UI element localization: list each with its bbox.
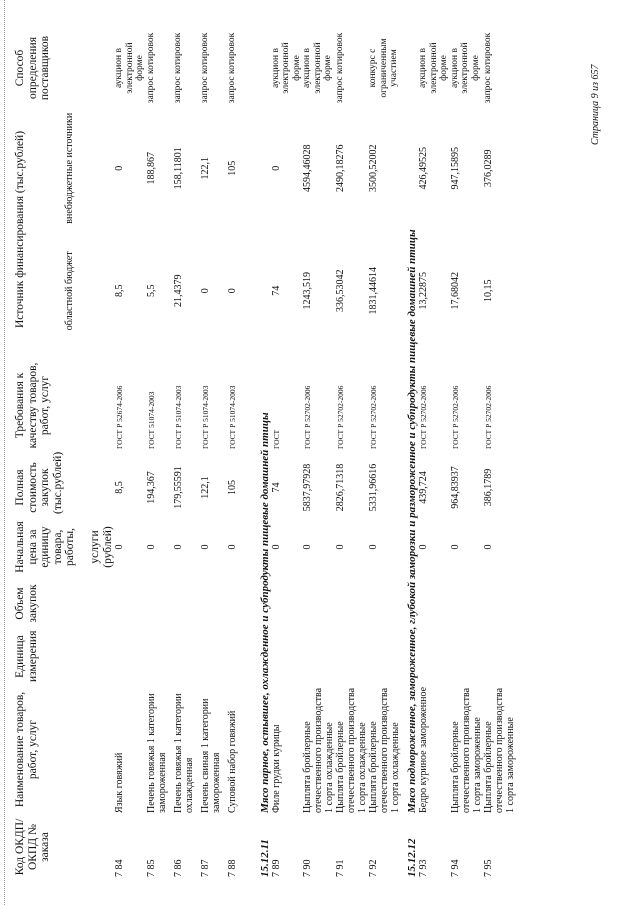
table-row: [418, 29, 450, 879]
row-unit: [450, 629, 483, 684]
table-row: [302, 29, 335, 879]
row-total: 194,367: [145, 471, 157, 504]
header-price-sub: услуги (рублей): [89, 526, 114, 568]
row-std: ГОСТ Р 52702-2006: [303, 385, 312, 449]
section-heading-row: [401, 29, 418, 879]
row-price: 0: [335, 544, 346, 550]
row-code: 7 93: [418, 859, 429, 877]
row-extrabudget: 0: [114, 165, 125, 171]
row-extrabudget: 376,0289: [482, 149, 494, 187]
row-price: 0: [449, 544, 461, 550]
row-extrabudget: 122,1: [199, 157, 211, 180]
row-name: Печень говяжья 1 категории охлажденная: [172, 693, 195, 813]
row-method: аукцион в электронной форме: [114, 42, 145, 94]
row-code: 7 90: [302, 859, 313, 877]
row-total: 5331,96616: [368, 463, 379, 512]
row-regional: 5,5: [145, 284, 157, 297]
row-unit: [114, 629, 146, 684]
row-regional: 13,22875: [418, 272, 429, 310]
row-volume: [146, 578, 173, 629]
row-regional: 336,53042: [335, 269, 346, 312]
row-price: 0: [418, 544, 429, 550]
row-code: 7 88: [226, 859, 238, 877]
row-total: 964,83937: [449, 466, 461, 509]
row-volume: [271, 578, 303, 629]
row-extrabudget: 0: [270, 165, 282, 171]
row-extrabudget: 947,15895: [449, 147, 461, 190]
row-volume: [335, 578, 368, 629]
row-method: запрос котировок: [199, 32, 210, 104]
row-unit: [302, 629, 335, 684]
row-regional: 10,15: [482, 279, 494, 302]
row-std: ГОСТ Р 52702-2006: [336, 385, 345, 449]
row-volume: [114, 578, 146, 629]
group-b: [254, 29, 402, 879]
row-method: запрос котировок: [172, 32, 183, 104]
row-price: 0: [199, 544, 211, 550]
header-code: Код ОКДП/ ОКПД № заказа: [14, 818, 51, 876]
row-name: Суповой набор говяжий: [226, 710, 238, 813]
row-std: ГОСТ Р 52702-2006: [483, 385, 493, 449]
row-extrabudget: 4594,46028: [302, 144, 313, 192]
row-std: ГОСТ Р 52702-2006: [450, 385, 460, 449]
row-unit: [418, 629, 450, 684]
row-unit: [483, 629, 516, 684]
scan-edge-line: [4, 0, 6, 905]
row-unit: [271, 629, 303, 684]
row-std: ГОСТ Р 51074-2003: [227, 385, 237, 449]
row-std: ГОСТ Р 51074-2003: [200, 385, 210, 449]
row-method: запрос котировок: [145, 32, 156, 104]
header-unit: Единица измерения: [14, 630, 39, 682]
header-row: [14, 29, 61, 879]
row-std: ГОСТ Р 51074-2003: [173, 385, 183, 449]
table-row: [271, 29, 303, 879]
section-heading-row: [254, 29, 271, 879]
row-price: 0: [172, 544, 184, 550]
section-code: 15.12.12: [406, 838, 418, 877]
row-code: 7 89: [270, 859, 282, 877]
row-total: 386,1789: [482, 468, 494, 507]
page-number: Страница 9 из 657: [590, 64, 601, 145]
table-row: [227, 29, 254, 879]
row-name: Цыплята бройлерные отечественного производства 1 сорта охлажденные: [302, 687, 335, 813]
table-row: [368, 29, 401, 879]
row-name: Печень свиная 1 категории замороженная: [199, 698, 222, 813]
table-row: [114, 29, 146, 879]
row-method: конкурс с ограниченным участием: [368, 38, 399, 98]
row-unit: [173, 629, 200, 684]
header-price-label: Начальная цена за единицу товара, работы,: [14, 521, 76, 573]
row-regional: 17,68042: [449, 272, 461, 310]
row-method: запрос котировок: [335, 32, 345, 104]
row-code: 7 86: [172, 859, 184, 877]
row-method: аукцион в электронной форме: [270, 42, 302, 94]
row-code: 7 91: [335, 859, 346, 877]
row-name: Печень говяжья 1 категории замороженная: [145, 693, 168, 813]
row-extrabudget: 426,49525: [418, 147, 429, 190]
row-name: Филе грудки курицы: [270, 724, 282, 813]
row-regional: 8,5: [114, 284, 125, 297]
row-method: аукцион в электронной форме: [418, 42, 449, 94]
procurement-table: [14, 29, 516, 879]
row-name: Язык говяжий: [114, 752, 125, 813]
row-unit: [227, 629, 254, 684]
row-price: 0: [145, 544, 157, 550]
row-std: ГОСТ Р 52702-2006: [369, 385, 378, 449]
row-total: 2826,71318: [335, 463, 346, 512]
row-price: 0: [368, 544, 379, 550]
table-row: [483, 29, 516, 879]
row-extrabudget: 3500,52002: [368, 144, 379, 192]
row-price: 0: [226, 544, 238, 550]
row-volume: [450, 578, 483, 629]
row-total: 74: [270, 482, 282, 493]
row-method: запрос котировок: [482, 32, 493, 104]
row-code: 7 94: [449, 859, 461, 877]
row-price: 0: [302, 544, 313, 550]
row-price: 0: [270, 544, 282, 550]
row-extrabudget: 2490,18276: [335, 144, 346, 192]
section-title: Мясо парное, остывшее, охлажденное и субпродукты пищевые домашней птицы: [258, 412, 271, 813]
row-volume: [368, 578, 401, 629]
table-row: [335, 29, 368, 879]
row-total: 122,1: [199, 476, 211, 499]
row-regional: 74: [270, 285, 282, 296]
row-total: 105: [226, 480, 238, 495]
header-financing: Источник финансирования (тыс.рублей): [14, 130, 26, 329]
row-volume: [483, 578, 516, 629]
row-volume: [200, 578, 227, 629]
row-extrabudget: 158,11801: [172, 147, 184, 190]
table-row: [173, 29, 200, 879]
row-code: 7 85: [145, 859, 157, 877]
row-name: Цыплята бройлерные отечественного производства 1 сорта охлажденные: [368, 687, 401, 813]
table-row: [146, 29, 173, 879]
row-total: 179,55591: [172, 466, 184, 509]
row-volume: [418, 578, 450, 629]
row-unit: [200, 629, 227, 684]
row-total: 439,724: [418, 471, 429, 504]
header-name: Наименование товаров, работ, услуг: [14, 691, 39, 808]
header-fin-extrabudget: внебюджетные источники: [64, 112, 76, 224]
row-total: 5837,97928: [302, 463, 313, 512]
row-std: ГОСТ Р 52702-2006: [419, 385, 428, 449]
row-name: Цыплята бройлерные отечественного производства 1 сорта охлажденные: [335, 687, 368, 813]
header-requirements: Требования к качеству товаров, работ, услуг: [14, 362, 51, 449]
row-unit: [368, 629, 401, 684]
row-std: ГОСТ: [271, 429, 281, 449]
row-volume: [173, 578, 200, 629]
header-fin-regional: областной бюджет: [64, 251, 76, 331]
row-regional: 0: [199, 288, 211, 294]
row-name: Бедро куриное замороженное: [418, 686, 429, 813]
row-regional: 21,4379: [172, 274, 184, 307]
row-volume: [302, 578, 335, 629]
row-code: 7 95: [482, 859, 494, 877]
row-method: запрос котировок: [226, 32, 237, 104]
row-std: ГОСТ Р 52674-2006: [115, 385, 124, 449]
table-row: [450, 29, 483, 879]
table-row: [200, 29, 227, 879]
row-unit: [335, 629, 368, 684]
row-unit: [146, 629, 173, 684]
row-volume: [227, 578, 254, 629]
row-total: 8,5: [114, 481, 125, 494]
row-extrabudget: 105: [226, 160, 238, 176]
row-code: 7 92: [368, 859, 379, 877]
row-extrabudget: 188,867: [145, 152, 157, 185]
row-regional: 0: [226, 288, 238, 294]
row-name: Цыплята бройлерные отечественного производства 1 сорта замороженные: [449, 687, 483, 813]
row-method: аукцион в электронной форме: [302, 42, 333, 94]
row-price: 0: [114, 544, 125, 550]
section-code: 15.12.11: [258, 839, 271, 877]
row-regional: 1831,44614: [368, 267, 379, 315]
group-c: [401, 29, 516, 879]
row-name: Цыплята бройлерные отечественного производства 1 сорта замороженные: [482, 687, 516, 813]
row-price: 0: [482, 544, 494, 550]
header-method: Способ определения поставщиков: [14, 35, 51, 101]
group-a: [114, 29, 254, 879]
row-code: 7 87: [199, 859, 211, 877]
header-volume: Объем закупок: [14, 584, 39, 623]
header-total: Полная стоимость закупок (тыс.рублей): [14, 451, 64, 514]
row-method: аукцион в электронной форме: [449, 42, 481, 94]
section-title: Мясо подмороженное, замороженное, глубокой заморозки и размороженное и субпродукты пищевые домашней птицы: [406, 229, 418, 813]
header-price: [14, 516, 114, 578]
row-regional: 1243,519: [302, 272, 313, 310]
row-code: 7 84: [114, 859, 125, 877]
row-std: ГОСТ 51074-2003: [146, 391, 156, 449]
